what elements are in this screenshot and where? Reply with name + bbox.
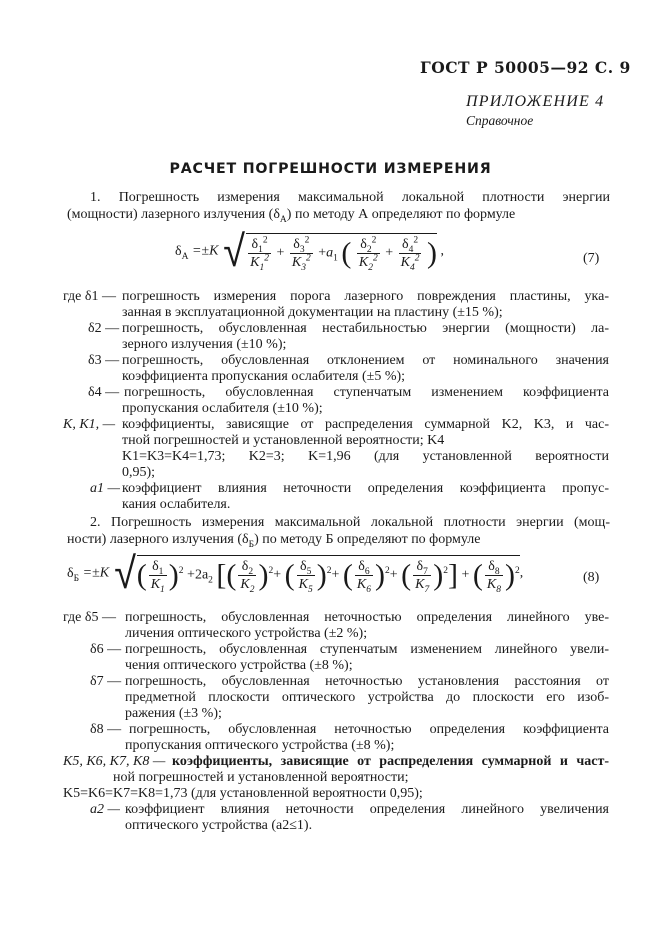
- def-symbol: δ3 —: [88, 353, 120, 368]
- section2-intro-line1: 2. Погрешность измерения максимальной локальной плотности энергии (мощ-: [90, 515, 610, 530]
- sqrt-icon: √: [223, 226, 245, 277]
- radicand: ( $\frac{\delta_1}{K_1}$ )$^2 +2a_2$ [( $\frac{\delta_2}{K_2}$ )$^2$+ ( $\frac{\delta_5}{K_5}$ )$^2$+ ( $\frac{\delta_6}{K_6}$ )$^2$+ ( $\frac{\delta_7}{K_7}$ )$^2$] + ( $\frac{\delta_8}{K_8}$ )$^2$: [137, 555, 520, 593]
- def-symbol: где δ1 —: [63, 289, 116, 304]
- text: (мощности) лазерного излучения (: [67, 207, 274, 222]
- fraction: $\frac{\delta_1^2}{K_1^2}$: [250, 234, 269, 273]
- appendix-label: ПРИЛОЖЕНИЕ 4: [466, 93, 605, 110]
- def-symbol: a2 —: [90, 802, 120, 817]
- page-title: РАСЧЕТ ПОГРЕШНОСТИ ИЗМЕРЕНИЯ: [169, 161, 492, 177]
- coef: +2a: [187, 567, 209, 583]
- text: ) по методу А определяют по формуле: [286, 207, 516, 222]
- standard-header: ГОСТ Р 50005—92 С. 9: [420, 58, 631, 77]
- def-symbol: δ2 —: [88, 321, 120, 336]
- delta-symbol: δ: [242, 532, 249, 547]
- def-text: коэффициент влияния неточности определения линейного увеличения: [125, 802, 609, 817]
- sqrt-icon: √: [113, 548, 136, 599]
- def-text: погрешность, обусловленная ступенчатым изменением коэффициента: [124, 385, 609, 400]
- def-symbol: a1 —: [90, 481, 120, 496]
- fraction: $\frac{\delta_4^2}{K_4^2}$: [400, 234, 420, 273]
- def-text: предметной плоскости оптического устройства до плоскости его изоб-: [125, 690, 609, 705]
- subscript: А: [181, 251, 189, 262]
- def-symbol: K5, K6, K7, K8 —: [63, 754, 166, 769]
- section1-intro-line2: [67, 207, 515, 223]
- fraction: $\frac{\delta_3^2}{K_3^2}$: [291, 234, 311, 273]
- formula-7: $\delta_А =\pm K$ √ $\frac{\delta_1^2}{K_1^2}$ + $\frac{\delta_3^2}{K_3^2}$ $+a_1$ ( $\frac{\delta_2^2}{K_2^2}$ + $\frac{\delta_4^2}{K_4^2}$ ) ,: [175, 226, 444, 277]
- def-text: погрешность, обусловленная неточностью определения коэффициента: [129, 722, 609, 737]
- appendix-type: Справочное: [466, 113, 534, 128]
- delta: δ: [175, 243, 182, 259]
- delta: δ: [67, 565, 74, 581]
- def-text: пропускания ослабителя (±10 %);: [122, 401, 323, 416]
- def-text: оптического устройства (a2≤1).: [125, 818, 313, 833]
- def-text: личения оптического устройства (±2 %);: [125, 626, 368, 641]
- def-text: K5=K6=K7=K8=1,73 (для установленной вероятности 0,95);: [63, 786, 423, 801]
- def-text: ражения (±3 %);: [125, 706, 222, 721]
- def-text: погрешность, обусловленная отклонением от номинального значения: [122, 353, 609, 368]
- def-text: чения оптического устройства (±8 %);: [125, 658, 353, 673]
- def-text: погрешность, обусловленная неточностью установления расстояния от: [125, 674, 609, 689]
- def-text: погрешность, обусловленная ступенчатым изменением линейного увели-: [125, 642, 609, 657]
- a-coef: a: [326, 245, 334, 261]
- fraction: $\frac{\delta_2^2}{K_2^2}$: [358, 234, 378, 273]
- equation-number: (7): [583, 251, 600, 266]
- text: ) по методу Б определяют по формуле: [254, 532, 481, 547]
- text: ности) лазерного излучения (: [67, 532, 243, 547]
- def-text: погрешность измерения порога лазерного повреждения пластины, ука-: [122, 289, 609, 304]
- def-text: погрешность, обусловленная нестабильностью энергии (мощности) ла-: [122, 321, 609, 336]
- subscript: А: [279, 214, 287, 225]
- section1-intro-line1: 1. Погрешность измерения максимальной локальной плотности энергии: [90, 190, 610, 205]
- def-text: K1=K3=K4=1,73; K2=3; K=1,96 (для установленной вероятности: [122, 449, 609, 464]
- section2-intro-line2: [67, 532, 481, 548]
- def-symbol: δ6 —: [90, 642, 122, 657]
- subscript: Б: [248, 539, 255, 550]
- subscript: 2: [208, 575, 213, 586]
- def-text: зерного излучения (±10 %);: [122, 337, 287, 352]
- def-symbol: δ7 —: [90, 674, 122, 689]
- delta-symbol: δ: [273, 207, 280, 222]
- subscript: Б: [73, 573, 80, 584]
- subscript: 1: [333, 253, 338, 264]
- formula-lhs: [175, 243, 189, 262]
- def-text: коэффициенты, зависящие от распределения суммарной K2, K3, и час-: [122, 417, 609, 432]
- def-symbol: δ8 —: [90, 722, 122, 737]
- def-symbol: δ4 —: [88, 385, 120, 400]
- def-text: коэффициент влияния неточности определения коэффициента пропус-: [122, 481, 609, 496]
- formula-8: $\delta_Б =\pm K$ √( $\frac{\delta_1}{K_1}$ )$^2 +2a_2$ [( $\frac{\delta_2}{K_2}$ )$^2$+ ( $\frac{\delta_5}{K_5}$ )$^2$+ ( $\frac{\delta_6}{K_6}$ )$^2$+ ( $\frac{\delta_7}{K_7}$ )$^2$] + ( $\frac{\delta_8}{K_8}$ )$^2$,: [67, 548, 524, 599]
- def-text: 0,95);: [122, 465, 156, 480]
- equation-number: (8): [583, 570, 600, 585]
- def-text: тной погрешностей и установленной вероятности; K4: [122, 433, 445, 448]
- def-text: пропускания оптического устройства (±8 %);: [125, 738, 395, 753]
- equals-k: =±K: [191, 243, 219, 259]
- def-text: погрешность, обусловленная неточностью определения линейного уве-: [125, 610, 609, 625]
- def-text: кания ослабителя.: [122, 497, 231, 512]
- equals-k: =±K: [82, 565, 110, 581]
- def-text: коэффициенты, зависящие от распределения суммарной и част-: [172, 754, 609, 769]
- def-text: ной погрешностей и установленной вероятности;: [113, 770, 409, 785]
- def-symbol: K, K1, —: [63, 417, 116, 432]
- def-symbol: где δ5 —: [63, 610, 116, 625]
- formula-lhs: [67, 565, 80, 584]
- def-text: коэффициента пропускания ослабителя (±5 %);: [122, 369, 406, 384]
- radicand: $\frac{\delta_1^2}{K_1^2}$ + $\frac{\delta_3^2}{K_3^2}$ $+a_1$ ( $\frac{\delta_2^2}{K_2^2}$ + $\frac{\delta_4^2}{K_4^2}$ ): [246, 233, 437, 271]
- def-text: занная в эксплуатационной документации на пластину (±15 %);: [122, 305, 503, 320]
